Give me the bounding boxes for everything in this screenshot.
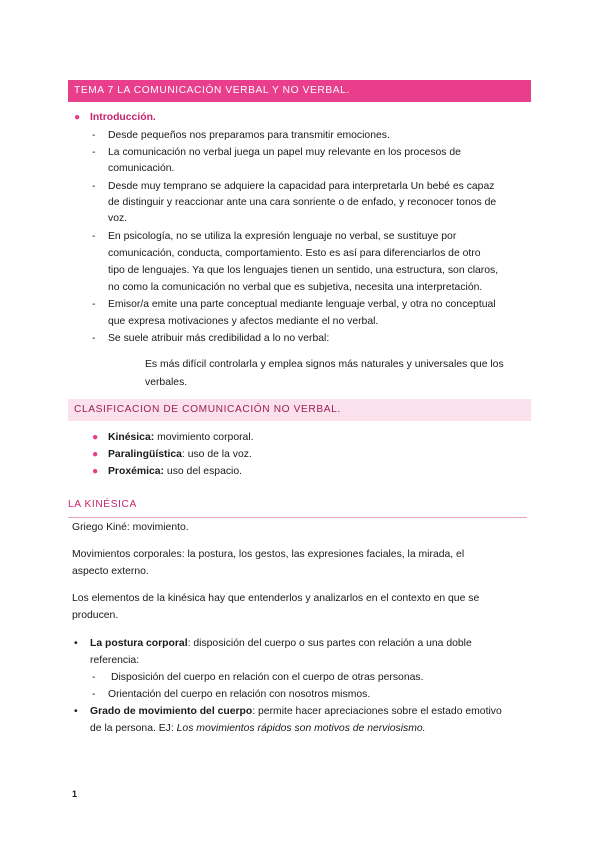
list-item: Kinésica: movimiento corporal.: [108, 432, 254, 443]
list-item-cont: de la persona. EJ: Los movimientos rápidos son motivos de nerviosismo.: [90, 723, 426, 734]
list-item-cont: de distinguir y reaccionar ante una cara sonriente o de enfado, y reconocer tonos de: [108, 197, 497, 208]
bullet-dot-icon: •: [74, 638, 78, 649]
bullet-dot-icon: ●: [74, 112, 81, 123]
list-item: En psicología, no se utiliza la expresión lenguaje no verbal, se sustituye por: [108, 231, 457, 242]
quote-line: verbales.: [145, 377, 188, 388]
paragraph: Movimientos corporales: la postura, los gestos, las expresiones faciales, la mirada, el: [72, 549, 465, 560]
page-number: 1: [72, 789, 78, 799]
list-item-cont: referencia:: [90, 655, 140, 666]
list-item-cont: voz.: [108, 213, 128, 224]
list-item: Proxémica: uso del espacio.: [108, 466, 243, 477]
list-item: Emisor/a emite una parte conceptual mediante lenguaje verbal, y otra no conceptual: [108, 299, 496, 310]
dash-icon: -: [92, 231, 96, 242]
list-item-cont: comunicación.: [108, 163, 175, 174]
list-item: Desde pequeños nos preparamos para transmitir emociones.: [108, 130, 390, 141]
paragraph: Griego Kiné: movimiento.: [72, 522, 189, 533]
section-header-clasificacion: [68, 399, 531, 421]
list-item-cont: tipo de lenguajes. Ya que los lenguajes tienen un sentido, una estructura, son claros,: [108, 265, 499, 276]
dash-icon: -: [92, 333, 96, 344]
list-item-cont: que expresa motivaciones y afectos mediante el no verbal.: [108, 316, 379, 327]
dash-icon: -: [92, 181, 96, 192]
header-underline: [68, 517, 527, 518]
dash-icon: -: [92, 130, 96, 141]
list-item: La comunicación no verbal juega un papel muy relevante en los procesos de: [108, 147, 461, 158]
list-item: Grado de movimiento del cuerpo: permite hacer apreciaciones sobre el estado emotivo: [90, 706, 502, 717]
dash-icon: -: [92, 147, 96, 158]
paragraph-cont: producen.: [72, 610, 119, 621]
dash-icon: -: [92, 299, 96, 310]
list-item-cont: comunicación, conducta, comportamiento. Esto es así para diferenciarlos de otro: [108, 248, 481, 259]
sub-item: Orientación del cuerpo en relación con nosotros mismos.: [108, 689, 371, 700]
section-header-title: CLASIFICACION DE COMUNICACIÓN NO VERBAL.: [74, 404, 341, 415]
list-item: Se suele atribuir más credibilidad a lo no verbal:: [108, 333, 330, 344]
bullet-dot-icon: •: [74, 706, 78, 717]
bullet-dot-icon: ●: [92, 449, 99, 460]
dash-icon: -: [92, 689, 96, 700]
bullet-dot-icon: ●: [92, 466, 99, 477]
paragraph: Los elementos de la kinésica hay que entenderlos y analizarlos en el contexto en que se: [72, 593, 480, 604]
section-header-title: LA KINÉSICA: [68, 499, 137, 510]
list-item: La postura corporal: disposición del cuerpo o sus partes con relación a una doble: [90, 638, 472, 649]
section-header-kinesica: [68, 496, 527, 518]
section-header-title: TEMA 7 LA COMUNICACIÓN VERBAL Y NO VERBAL.: [74, 85, 350, 96]
paragraph-cont: aspecto externo.: [72, 566, 149, 577]
sub-item: Disposición del cuerpo en relación con el cuerpo de otras personas.: [111, 672, 424, 683]
list-item: Desde muy temprano se adquiere la capacidad para interpretarla Un bebé es capaz: [108, 181, 495, 192]
section-header-tema7: [68, 80, 531, 102]
list-item: Paralingüística: uso de la voz.: [108, 449, 252, 460]
quote-line: Es más difícil controlarla y emplea signos más naturales y universales que los: [145, 359, 504, 370]
list-item-cont: no como la comunicación no verbal que es subjetiva, necesita una interpretación.: [108, 282, 483, 293]
bullet-dot-icon: ●: [92, 432, 99, 443]
intro-heading: Introducción.: [90, 112, 156, 123]
dash-icon: -: [92, 672, 96, 683]
